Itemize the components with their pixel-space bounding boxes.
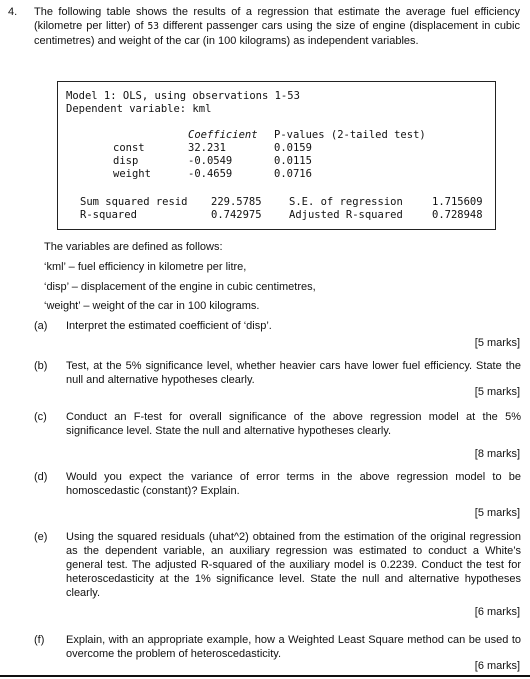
adj-r2-value: 0.728948 <box>432 209 483 221</box>
part-e-text: Using the squared residuals (uhat^2) obtained from the estimation of the original regression as the dependent variable, an auxiliary regression was estimated to conduct a White’s general test. The adjusted R-squared of the auxiliary model is 0.2239. Conduct the test for heteroscedasticity at the 1% significance level. State the null and alternative hypotheses clearly. <box>66 531 521 599</box>
part-b-text: Test, at the 5% significance level, whether heavier cars have lower fuel efficiency. State the null and alternative hypotheses clearly. <box>66 360 521 386</box>
part-e-label: (e) <box>34 531 48 543</box>
definition-kml: ‘kml’ – fuel efficiency in kilometre per litre, <box>44 261 247 273</box>
intro-text-end: different passenger cars using the size of engine (displacement in cubic centimetres) and weight of the car (in 100 kilograms) as independent variables. <box>34 20 520 47</box>
ssr-label: Sum squared resid <box>80 196 188 208</box>
part-a-text: Interpret the estimated coefficient of ‘disp’. <box>66 320 272 332</box>
r2-value: 0.742975 <box>211 209 262 221</box>
p-values-header-text: P-values (2-tailed test) <box>274 129 426 141</box>
row-const-coef: 32.231 <box>188 142 226 154</box>
part-d-marks: [5 marks] <box>474 507 520 519</box>
row-disp-coef: -0.0549 <box>188 155 233 167</box>
part-e-marks: [6 marks] <box>474 606 520 618</box>
row-weight-p: 0.0716 <box>274 168 312 180</box>
adj-r2-label: Adjusted R-squared <box>289 209 403 221</box>
observation-count: 53 <box>147 21 159 32</box>
question-number: 4. <box>8 6 18 18</box>
row-const-p: 0.0159 <box>274 142 312 154</box>
r2-label: R-squared <box>80 209 137 221</box>
p-value-header <box>274 129 426 142</box>
row-weight-name: weight <box>113 168 151 180</box>
model-line: Model 1: OLS, using observations 1-53 <box>66 90 300 102</box>
row-disp-p: 0.0115 <box>274 155 312 167</box>
part-f-text: Explain, with an appropriate example, how a Weighted Least Square method can be used to overcome the problem of heteroscedasticity. <box>66 634 521 660</box>
ssr-value: 229.5785 <box>211 196 262 208</box>
definition-weight: ‘weight’ – weight of the car in 100 kilograms. <box>44 300 260 312</box>
part-d-label: (d) <box>34 471 48 483</box>
row-weight-coef: -0.4659 <box>188 168 233 180</box>
se-value: 1.715609 <box>432 196 483 208</box>
intro-text-start: The following table shows the results of a regression that estimate the average fuel efficiency (kilometre per litter) of <box>34 6 520 32</box>
part-d-text: Would you expect the variance of error terms in the above regression model to be homoscedastic (constant)? Explain. <box>66 471 521 497</box>
part-b-marks: [5 marks] <box>474 386 520 398</box>
se-label: S.E. of regression <box>289 196 403 208</box>
coefficient-header: Coefficient <box>188 129 258 141</box>
part-f-marks: [6 marks] <box>474 660 520 672</box>
definitions-intro: The variables are defined as follows: <box>44 241 223 253</box>
part-f-label: (f) <box>34 634 45 646</box>
part-b-label: (b) <box>34 360 48 372</box>
part-a-label: (a) <box>34 320 48 332</box>
bottom-rule <box>0 675 530 677</box>
row-disp-name: disp <box>113 155 139 167</box>
regression-output-box <box>57 81 496 230</box>
part-c-marks: [8 marks] <box>474 448 520 460</box>
part-a-marks: [5 marks] <box>474 337 520 349</box>
part-c-label: (c) <box>34 411 47 423</box>
row-const-name: const <box>113 142 145 154</box>
part-c-text: Conduct an F-test for overall significance of the above regression model at the 5% significance level. State the null and alternative hypotheses clearly. <box>66 411 521 437</box>
definition-disp: ‘disp’ – displacement of the engine in cubic centimetres, <box>44 281 316 293</box>
question-intro <box>34 5 520 48</box>
dependent-variable-line: Dependent variable: kml <box>66 103 212 115</box>
